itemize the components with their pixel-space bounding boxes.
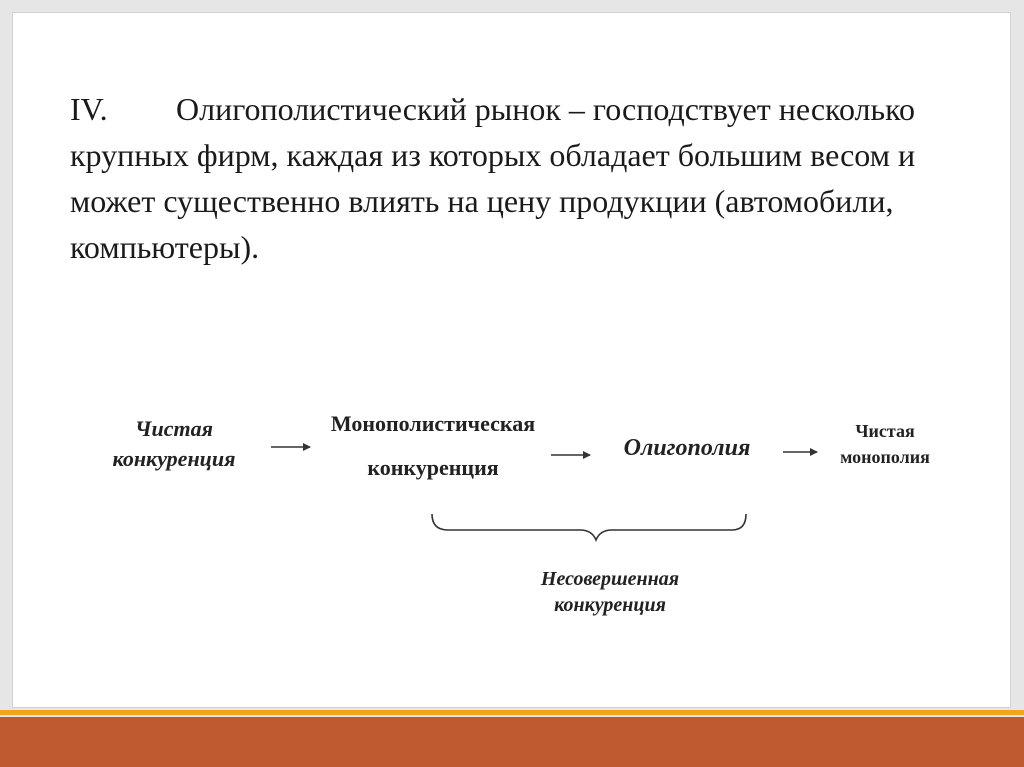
footer-accent-line [0,710,1024,715]
paragraph-text: Олигополистический рынок – господствует несколько крупных фирм, каждая из которых обладает большим весом и может существенно влиять на цену продукции (автомобили, компьютеры). [70,91,916,265]
diagram-node-pure-monopoly-line2: монополия [840,447,930,467]
diagram-node-oligopoly: Олигополия [623,435,751,461]
diagram-node-imperfect-competition-line2: конкуренция [554,594,666,616]
diagram-node-pure-competition [86,414,262,474]
diagram-node-pure-competition-line1: Чистая [135,416,213,441]
diagram-node-imperfect-competition-line1: Несовершенная [540,568,680,590]
paragraph-number: IV. [70,91,108,127]
diagram-node-imperfect-competition [497,566,723,618]
diagram-node-pure-competition-line2: конкуренция [112,446,236,471]
diagram-node-monopolistic-competition-line2: конкуренция [367,455,499,480]
diagram-node-pure-monopoly [815,418,955,470]
slide-paragraph [70,86,950,270]
diagram-node-monopolistic-competition [318,402,548,490]
diagram-node-monopolistic-competition-line1: Монополистическая [330,411,536,436]
footer-band [0,717,1024,767]
diagram-node-pure-monopoly-line1: Чистая [855,421,915,441]
